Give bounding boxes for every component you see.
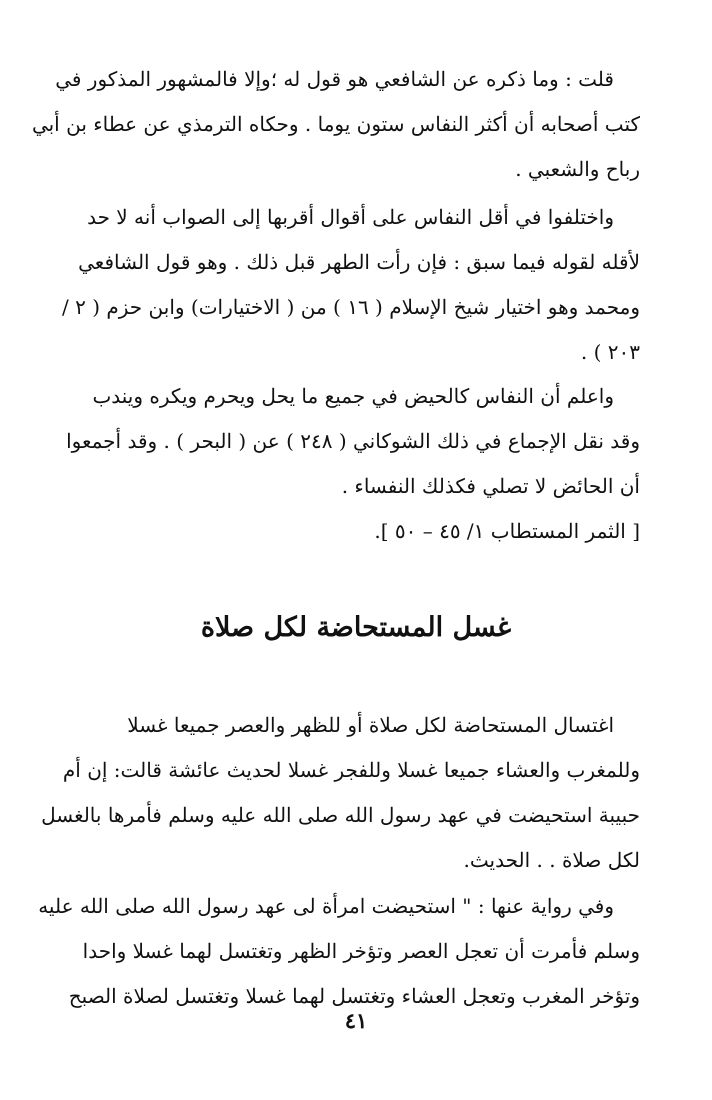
text-line: رباح والشعبي . xyxy=(515,157,640,181)
text-line: لكل صلاة . . الحديث. xyxy=(463,848,640,872)
source-citation xyxy=(74,509,640,554)
text-line: ٢٠٣ ) . xyxy=(580,340,640,364)
text-line: [ الثمر المستطاب ١/ ٤٥ – ٥٠ ]. xyxy=(374,519,640,543)
paragraph-nifas-rulings xyxy=(66,374,640,509)
text-line: وقد نقل الإجماع في ذلك الشوكاني ( ٢٤٨ ) عن ( البحر ) . وقد أجمعوا xyxy=(66,429,640,453)
text-line: كتب أصحابه أن أكثر النفاس ستون يوما . وحكاه الترمذي عن عطاء بن أبي xyxy=(31,112,640,136)
text-line: وسلم فأمرت أن تعجل العصر وتؤخر الظهر وتغتسل لهما غسلا واحدا xyxy=(82,939,640,963)
paragraph-nifas-minimum xyxy=(62,195,640,375)
text-line: واعلم أن النفاس كالحيض في جميع ما يحل ويحرم ويكره ويندب xyxy=(92,384,614,408)
text-line: قلت : وما ذكره عن الشافعي هو قول له ؛وإلا فالمشهور المذكور في xyxy=(55,67,614,91)
paragraph-mustahada-ghusl xyxy=(41,703,640,883)
text-line: لأقله لقوله فيما سبق : فإن رأت الطهر قبل ذلك . وهو قول الشافعي xyxy=(78,250,640,274)
text-line: واختلفوا في أقل النفاس على أقوال أقربها إلى الصواب أنه لا حد xyxy=(87,205,614,229)
text-line: ومحمد وهو اختيار شيخ الإسلام ( ١٦ ) من ( الاختيارات) وابن حزم ( ٢ / xyxy=(62,295,640,319)
page-number: ٤١ xyxy=(344,1008,368,1033)
text-line: وفي رواية عنها : " استحيضت امرأة لى عهد رسول الله صلى الله عليه xyxy=(38,894,614,918)
text-line: اغتسال المستحاضة لكل صلاة أو للظهر والعصر جميعا غسلا xyxy=(127,713,614,737)
text-line: أن الحائض لا تصلي فكذلك النفساء . xyxy=(341,474,640,498)
text-line: حبيبة استحيضت في عهد رسول الله صلى الله عليه وسلم فأمرها بالغسل xyxy=(41,803,640,827)
text-line: وتؤخر المغرب وتعجل العشاء وتغتسل لهما غسلا وتغتسل لصلاة الصبح xyxy=(68,984,640,1008)
section-title: غسل المستحاضة لكل صلاة xyxy=(200,612,512,643)
paragraph-nifas-maximum xyxy=(31,57,640,192)
paragraph-riwaya xyxy=(38,884,640,1019)
text-line: وللمغرب والعشاء جميعا غسلا وللفجر غسلا لحديث عائشة قالت: إن أم xyxy=(62,758,640,782)
